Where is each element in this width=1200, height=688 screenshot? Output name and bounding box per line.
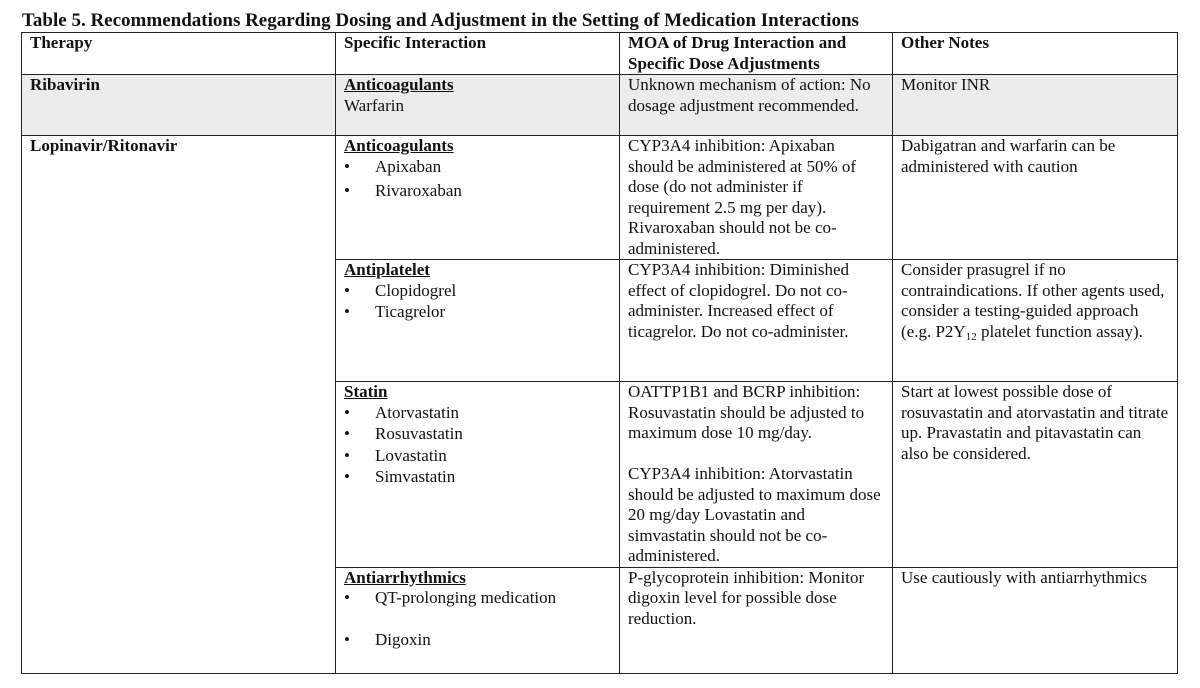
notes-cell: Dabigatran and warfarin can be administered with caution	[893, 136, 1178, 260]
header-interaction: Specific Interaction	[336, 33, 620, 75]
category-label: Anticoagulants	[344, 75, 454, 94]
table-row	[22, 75, 1178, 136]
list-item: • Apixaban	[344, 156, 442, 176]
notes-cell: Consider prasugrel if no contraindications. If other agents used, consider a testing-guided approach (e.g. $P2Y_{12}$ platelet function assay).	[893, 260, 1178, 382]
interaction-cell	[336, 382, 620, 568]
interaction-cell	[336, 75, 620, 136]
list-item: • Ticagrelor	[344, 302, 446, 321]
table-caption: Table 5. Recommendations Regarding Dosing and Adjustment in the Setting of Medication Interactions	[22, 10, 859, 31]
header-row	[22, 33, 1178, 75]
bullet-icon: •	[344, 424, 350, 443]
bullet-icon: •	[344, 156, 350, 176]
category-label: Anticoagulants	[344, 136, 454, 155]
header-therapy: Therapy	[22, 33, 336, 75]
bullet-icon: •	[344, 280, 350, 300]
moa-cell: P-glycoprotein inhibition: Monitor digoxin level for possible dose reduction.	[620, 567, 893, 673]
list-item: • Rivaroxaban	[344, 181, 462, 200]
list-item: • Digoxin	[344, 629, 431, 649]
list-item: • Atorvastatin	[344, 402, 460, 422]
header-notes: Other Notes	[893, 33, 1178, 75]
category-label: Antiplatelet	[344, 260, 430, 279]
subscript: 12	[965, 330, 977, 343]
drug-list	[344, 588, 611, 650]
header-moa: MOA of Drug Interaction and Specific Dose Adjustments	[620, 33, 893, 75]
drug-list	[344, 281, 611, 323]
category-label: Statin	[344, 382, 388, 401]
table-row	[22, 136, 1178, 260]
therapy-cell: Lopinavir/Ritonavir	[22, 136, 336, 674]
bullet-icon: •	[344, 302, 350, 321]
list-item: • Simvastatin	[344, 467, 456, 486]
category-label: Antiarrhythmics	[344, 567, 466, 587]
list-item: • Rosuvastatin	[344, 424, 463, 443]
bullet-icon: •	[344, 445, 350, 465]
therapy-cell: Ribavirin	[22, 75, 336, 136]
list-item: • QT-prolonging medication	[344, 588, 557, 607]
bullet-icon: •	[344, 181, 350, 200]
moa-cell: CYP3A4 inhibition: Apixaban should be administered at 50% of dose (do not administer if requirement 2.5 mg per day). Rivaroxaban should not be co-administered.	[620, 136, 893, 260]
moa-cell: CYP3A4 inhibition: Diminished effect of clopidogrel. Do not co-administer. Increased effect of ticagrelor. Do not co-administer.	[620, 260, 893, 382]
notes-cell: Start at lowest possible dose of rosuvastatin and atorvastatin and titrate up. Pravastatin and pitavastatin can also be considered.	[893, 382, 1178, 568]
interaction-cell	[336, 260, 620, 382]
interaction-table	[21, 32, 1178, 674]
moa-cell: OATTP1B1 and BCRP inhibition: Rosuvastatin should be adjusted to maximum dose 10 mg/day. CYP3A4 inhibition: Atorvastatin should be adjusted to maximum dose 20 mg/day Lovastatin and simvastatin should not be co-administered.	[620, 382, 893, 568]
bullet-icon: •	[344, 629, 350, 649]
drug-name: Warfarin	[344, 95, 404, 115]
drug-list	[344, 403, 611, 488]
list-item: • Lovastatin	[344, 445, 447, 465]
interaction-cell	[336, 136, 620, 260]
interaction-cell	[336, 567, 620, 673]
notes-cell: Use cautiously with antiarrhythmics	[893, 567, 1178, 673]
bullet-icon: •	[344, 588, 350, 607]
drug-list	[344, 157, 611, 202]
bullet-icon: •	[344, 402, 350, 422]
moa-cell: Unknown mechanism of action: No dosage adjustment recommended.	[620, 75, 893, 136]
notes-cell: Monitor INR	[893, 75, 1178, 136]
bullet-icon: •	[344, 467, 350, 486]
list-item: • Clopidogrel	[344, 280, 457, 300]
